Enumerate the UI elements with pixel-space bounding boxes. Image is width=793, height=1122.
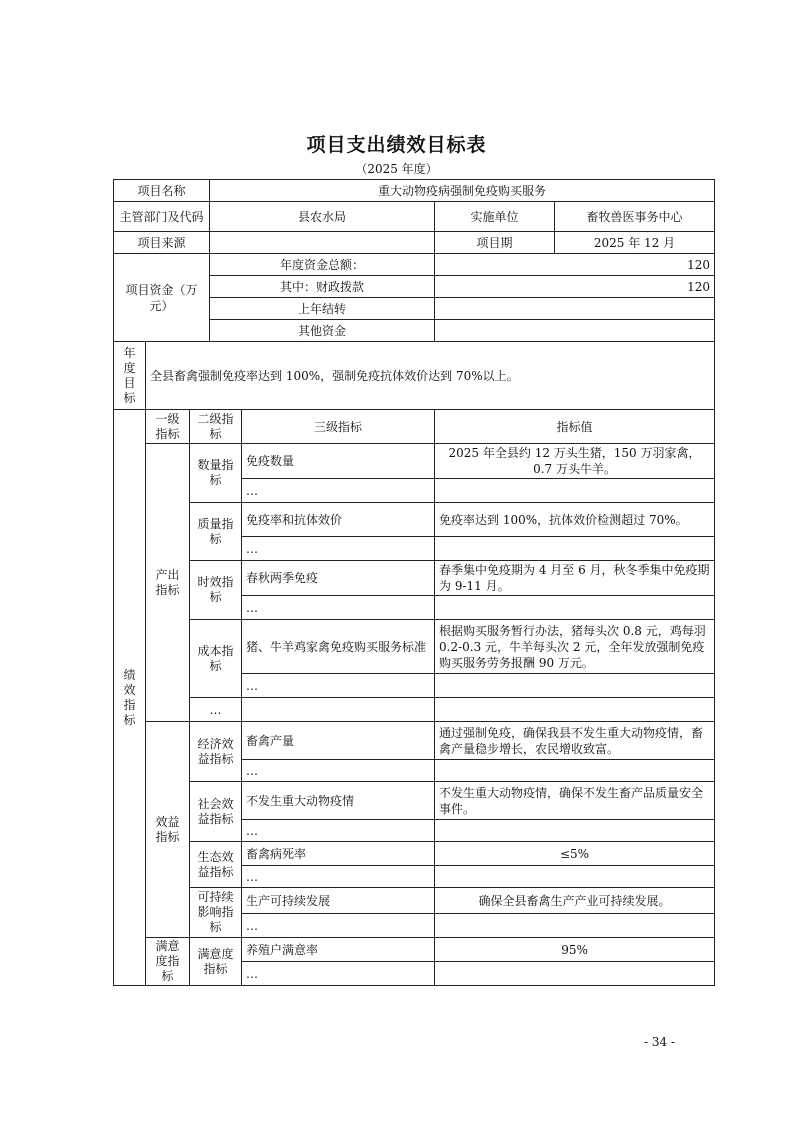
ecological-indicator-label: 生态效益指标 (190, 842, 242, 888)
ecological-value: ≤5% (435, 842, 715, 866)
funds-carryover-value (435, 298, 715, 320)
cost-item: 猪、牛羊鸡家禽免疫购买服务标准 (242, 620, 435, 674)
funds-other-label: 其他资金 (210, 320, 435, 342)
project-name-value: 重大动物疫病强制免疫购买服务 (210, 180, 715, 202)
sustainable-indicator-label: 可持续影响指标 (190, 888, 242, 938)
quality-item: 免疫率和抗体效价 (242, 503, 435, 537)
social-more-value (435, 820, 715, 842)
satisfaction-item: 养殖户满意率 (242, 938, 435, 962)
header-value: 指标值 (435, 410, 715, 444)
performance-label: 绩效指标 (114, 410, 146, 986)
sustainable-value: 确保全县畜禽生产产业可持续发展。 (435, 888, 715, 914)
social-indicator-label: 社会效益指标 (190, 782, 242, 842)
annual-goal-text: 全县畜禽强制免疫率达到 100%，强制免疫抗体效价达到 70%以上。 (146, 342, 715, 410)
satisfaction-sub-label: 满意度指标 (190, 938, 242, 986)
quality-more: … (242, 537, 435, 561)
funds-fiscal-label: 其中：财政拨款 (210, 276, 435, 298)
satisfaction-indicators-label: 满意度指标 (146, 938, 190, 986)
funds-fiscal-value: 120 (435, 276, 715, 298)
ecological-item: 畜禽病死率 (242, 842, 435, 866)
dept-label: 主管部门及代码 (114, 202, 210, 232)
timeliness-more-value (435, 596, 715, 620)
source-value (210, 232, 435, 254)
output-more: … (190, 698, 242, 722)
quantity-more: … (242, 479, 435, 503)
cost-value: 根据购买服务暂行办法，猪每头次 0.8 元，鸡每羽 0.2-0.3 元，牛羊每头次 2 元，全年发放强制免疫购买服务劳务报酬 90 万元。 (435, 620, 715, 674)
cost-more: … (242, 674, 435, 698)
cost-indicator-label: 成本指标 (190, 620, 242, 698)
output-more-item (242, 698, 435, 722)
period-value: 2025 年 12 月 (555, 232, 715, 254)
economic-more-value (435, 760, 715, 782)
economic-indicator-label: 经济效益指标 (190, 722, 242, 782)
timeliness-value: 春季集中免疫期为 4 月至 6 月，秋冬季集中免疫期为 9-11 月。 (435, 561, 715, 596)
page-title: 项目支出绩效目标表 (306, 134, 487, 156)
funds-total-label: 年度资金总额： (210, 254, 435, 276)
funds-carryover-label: 上年结转 (210, 298, 435, 320)
economic-value: 通过强制免疫，确保我县不发生重大动物疫情，畜禽产量稳步增长，农民增收致富。 (435, 722, 715, 760)
quality-indicator-label: 质量指标 (190, 503, 242, 561)
output-more-value (435, 698, 715, 722)
quality-more-value (435, 537, 715, 561)
dept-value: 县农水局 (210, 202, 435, 232)
economic-item: 畜禽产量 (242, 722, 435, 760)
social-value: 不发生重大动物疫情，确保不发生畜产品质量安全事件。 (435, 782, 715, 820)
page-number: - 34 - (643, 1035, 675, 1049)
cost-more-value (435, 674, 715, 698)
period-label: 项目期 (435, 232, 555, 254)
sustainable-more: … (242, 914, 435, 938)
impl-unit-label: 实施单位 (435, 202, 555, 232)
impl-unit-value: 畜牧兽医事务中心 (555, 202, 715, 232)
economic-more: … (242, 760, 435, 782)
output-indicators-label: 产出指标 (146, 444, 190, 722)
ecological-more: … (242, 866, 435, 888)
benefit-indicators-label: 效益指标 (146, 722, 190, 938)
quality-value: 免疫率达到 100%，抗体效价检测超过 70%。 (435, 503, 715, 537)
source-label: 项目来源 (114, 232, 210, 254)
header-level2: 二级指标 (190, 410, 242, 444)
project-name-label: 项目名称 (114, 180, 210, 202)
social-more: … (242, 820, 435, 842)
page-subtitle: （2025 年度） (355, 162, 438, 176)
performance-target-table (113, 179, 715, 986)
quantity-value: 2025 年全县约 12 万头生猪，150 万羽家禽，0.7 万头牛羊。 (435, 444, 715, 479)
funds-other-value (435, 320, 715, 342)
ecological-more-value (435, 866, 715, 888)
funds-label: 项目资金（万元） (114, 254, 210, 342)
quantity-more-value (435, 479, 715, 503)
sustainable-item: 生产可持续发展 (242, 888, 435, 914)
satisfaction-more: … (242, 962, 435, 986)
social-item: 不发生重大动物疫情 (242, 782, 435, 820)
quantity-item: 免疫数量 (242, 444, 435, 479)
satisfaction-more-value (435, 962, 715, 986)
header-level3: 三级指标 (242, 410, 435, 444)
funds-total-value: 120 (435, 254, 715, 276)
timeliness-more: … (242, 596, 435, 620)
header-level1: 一级指标 (146, 410, 190, 444)
sustainable-more-value (435, 914, 715, 938)
timeliness-item: 春秋两季免疫 (242, 561, 435, 596)
satisfaction-value: 95% (435, 938, 715, 962)
quantity-indicator-label: 数量指标 (190, 444, 242, 503)
annual-goal-label: 年度目标 (114, 342, 146, 410)
timeliness-indicator-label: 时效指标 (190, 561, 242, 620)
